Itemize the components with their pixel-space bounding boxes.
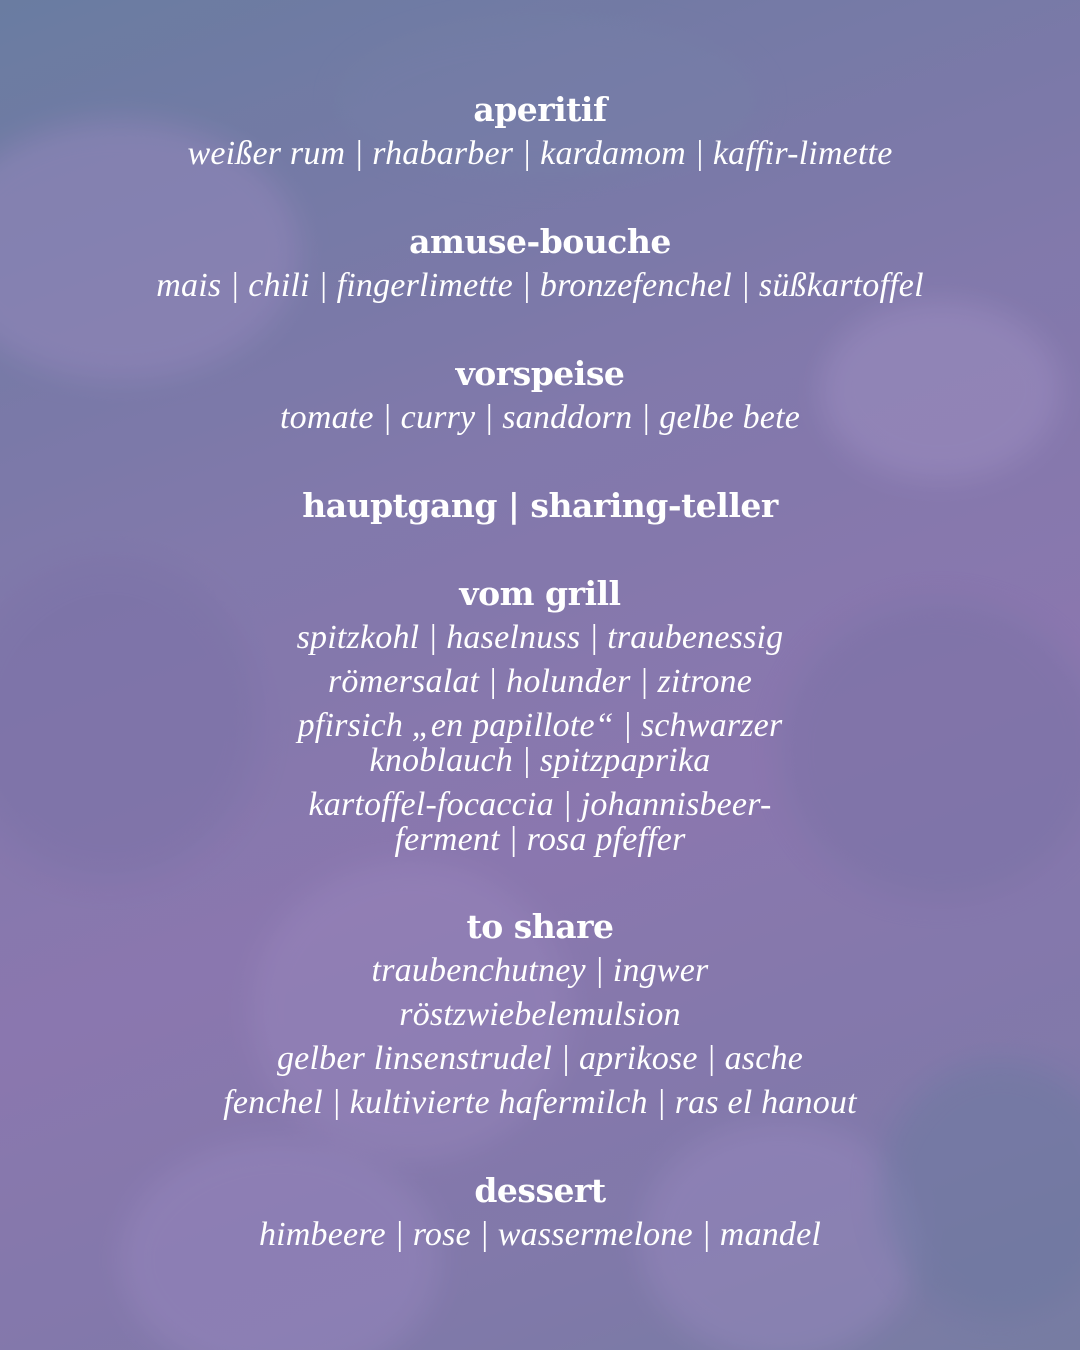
section-heading-amuse-bouche: amuse-bouche: [409, 222, 671, 261]
dish-line: ferment | rosa pfeffer: [394, 821, 686, 858]
section-heading-aperitif: aperitif: [473, 90, 607, 129]
section-heading-dessert: dessert: [474, 1171, 606, 1210]
section-heading-to-share: to share: [466, 907, 614, 946]
dish-line: gelber linsenstrudel | aprikose | asche: [276, 1040, 804, 1077]
section-heading-vom-grill: vom grill: [459, 574, 621, 613]
dish-line: mais | chili | fingerlimette | bronzefenchel | süßkartoffel: [156, 267, 924, 304]
dish-line: knoblauch | spitzpaprika: [369, 742, 711, 779]
dish-line: römersalat | holunder | zitrone: [327, 663, 753, 700]
section-heading-vorspeise: vorspeise: [455, 354, 625, 393]
dish-line: spitzkohl | haselnuss | traubenessig: [296, 619, 784, 656]
dish-line: traubenchutney | ingwer: [371, 952, 709, 989]
dish-line: fenchel | kultivierte hafermilch | ras el hanout: [223, 1084, 857, 1121]
dish-line: kartoffel-focaccia | johannisbeer-: [308, 786, 772, 823]
dish-line: himbeere | rose | wassermelone | mandel: [258, 1216, 822, 1253]
section-heading-hauptgang: hauptgang | sharing-teller: [302, 486, 778, 525]
dish-line: tomate | curry | sanddorn | gelbe bete: [279, 399, 801, 436]
dish-line: pfirsich „en papillote“ | schwarzer: [297, 707, 783, 744]
dish-line: röstzwiebelemulsion: [399, 996, 681, 1033]
dish-line: weißer rum | rhabarber | kardamom | kaffir-limette: [187, 135, 893, 172]
